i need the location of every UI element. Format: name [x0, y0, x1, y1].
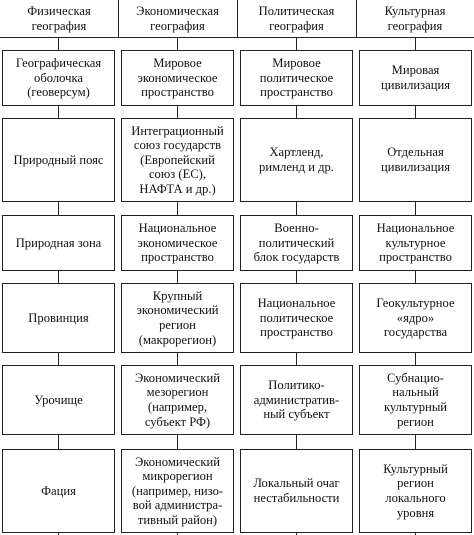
column-header-label: Экономическая география — [136, 3, 219, 33]
level-label: Субнацио- нальный культурный регион — [383, 370, 448, 429]
level-label: Урочище — [34, 392, 83, 407]
header-underline — [0, 37, 474, 38]
level-label: Хартленд, римленд и др. — [259, 145, 334, 174]
level-box — [359, 50, 472, 106]
level-box — [359, 283, 472, 353]
level-box — [121, 283, 234, 353]
level-box — [2, 449, 115, 533]
level-box — [121, 215, 234, 271]
level-box — [2, 283, 115, 353]
level-box — [240, 283, 353, 353]
level-box — [240, 215, 353, 271]
level-label: Экономический мезорегион (например, субъект РФ) — [134, 370, 221, 429]
level-label: Мировое экономическое пространство — [137, 56, 218, 100]
level-box — [2, 118, 115, 202]
level-label: Национальное политическое пространство — [257, 296, 336, 340]
level-label: Военно- политический блок государств — [253, 221, 340, 265]
level-label: Географическая оболочка (геоверсум) — [15, 56, 102, 100]
level-label: Фация — [41, 483, 76, 498]
level-box — [240, 50, 353, 106]
column-header-label: Физическая география — [27, 3, 91, 33]
level-label: Природный пояс — [13, 152, 104, 167]
level-box — [359, 118, 472, 202]
level-label: Геокультурное «ядро» государства — [376, 296, 455, 340]
column-header-political — [237, 0, 356, 37]
level-label: Мировое политическое пространство — [259, 56, 334, 100]
level-box — [121, 50, 234, 106]
level-box — [359, 365, 472, 435]
column-header-label: Культурная география — [384, 3, 446, 33]
column-header-economic — [118, 0, 237, 37]
column-header-physical — [0, 0, 118, 37]
level-label: Политико- административ- ный субъект — [253, 378, 340, 422]
level-label: Провинция — [28, 310, 89, 325]
level-label: Интеграционный союз государств (Европейский союз (ЕС), НАФТА и др.) — [131, 123, 224, 196]
level-box — [2, 215, 115, 271]
level-label: Национальное экономическое пространство — [137, 221, 218, 265]
level-label: Природная зона — [15, 235, 102, 250]
level-box — [121, 118, 234, 202]
level-label: Отдельная цивилизация — [380, 145, 451, 174]
level-box — [240, 365, 353, 435]
level-label: Мировая цивилизация — [380, 63, 451, 92]
level-box — [240, 118, 353, 202]
level-box — [2, 50, 115, 106]
level-box — [359, 215, 472, 271]
level-box — [240, 449, 353, 533]
level-label: Экономический микрорегион (например, низо- вой администра- тивный район) — [131, 454, 224, 527]
level-box — [121, 449, 234, 533]
level-box — [121, 365, 234, 435]
level-label: Локальный очаг нестабильности — [253, 476, 340, 505]
level-label: Национальное культурное пространство — [376, 221, 455, 265]
level-box — [359, 449, 472, 533]
level-label: Крупный экономический регион (макрорегион) — [136, 288, 219, 347]
column-header-label: Политическая география — [258, 3, 335, 33]
level-label: Культурный регион локального уровня — [383, 461, 448, 520]
column-header-cultural — [356, 0, 474, 37]
level-box — [2, 365, 115, 435]
